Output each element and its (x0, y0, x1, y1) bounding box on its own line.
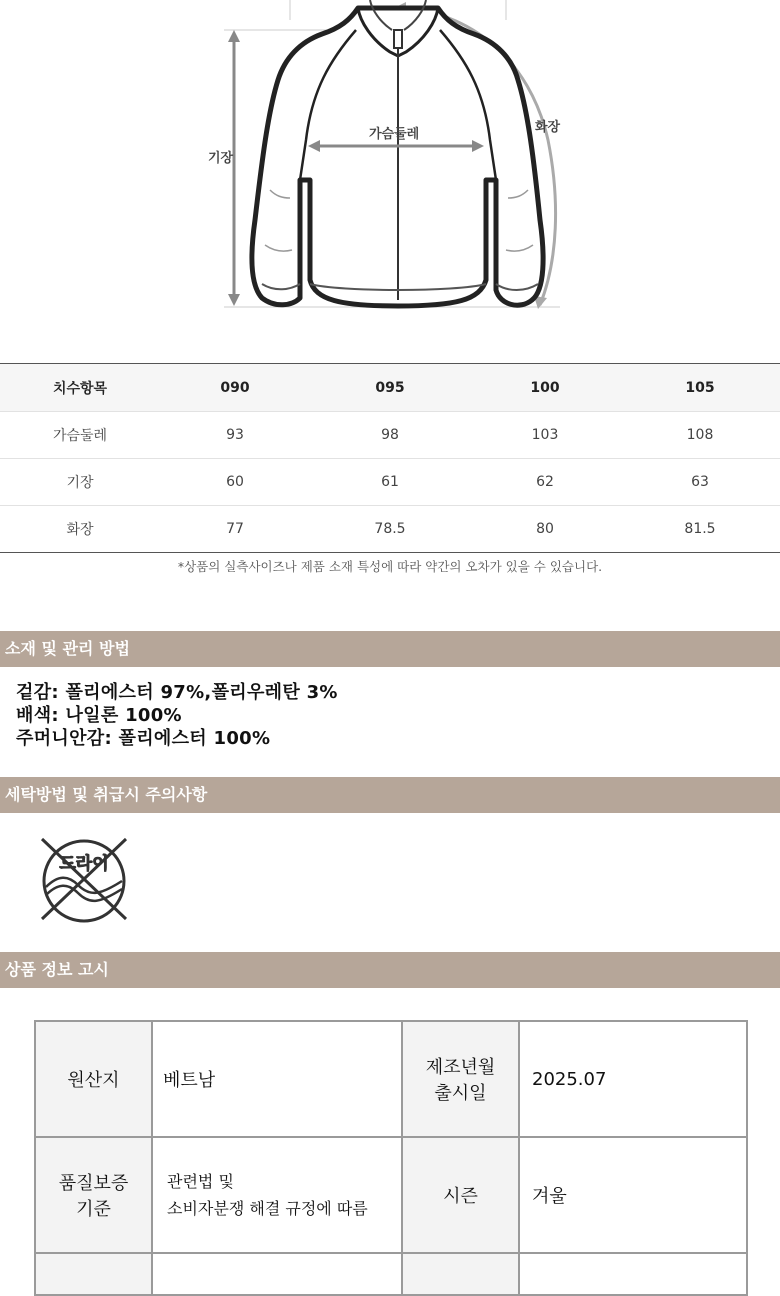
quality-value (152, 1137, 402, 1253)
date-label-line2: 출시일 (434, 1083, 487, 1104)
table-row (35, 1253, 747, 1295)
table-cell: 93 (160, 412, 310, 459)
section-header-info: 상품 정보 고시 (0, 952, 780, 988)
empty-cell (519, 1253, 747, 1295)
quality-value-line2: 소비자분쟁 해결 규정에 따름 (167, 1199, 368, 1218)
table-cell: 60 (160, 459, 310, 506)
row-label: 가슴둘레 (0, 412, 160, 459)
date-value: 2025.07 (519, 1021, 747, 1137)
sleeve-label: 화장 (535, 120, 561, 135)
size-table-header (0, 364, 780, 412)
date-label-line1: 제조년월 (425, 1057, 496, 1078)
header-size-105: 105 (620, 364, 780, 412)
table-row (35, 1021, 747, 1137)
material-pocket: 주머니안감: 폴리에스터 100% (16, 728, 271, 749)
table-cell: 98 (310, 412, 470, 459)
section-header-washing: 세탁방법 및 취급시 주의사항 (0, 777, 780, 813)
material-outer: 겉감: 폴리에스터 97%,폴리우레탄 3% (16, 682, 338, 703)
material-trim: 배색: 나일론 100% (16, 705, 182, 726)
empty-cell (152, 1253, 402, 1295)
date-label (402, 1021, 519, 1137)
header-size-090: 090 (160, 364, 310, 412)
material-list (16, 681, 338, 750)
table-cell: 77 (226, 521, 244, 537)
row-label: 기장 (0, 459, 160, 506)
table-row (0, 506, 780, 553)
table-cell: 61 (310, 459, 470, 506)
dry-label: 드라이 (59, 854, 109, 874)
season-label: 시즌 (402, 1137, 519, 1253)
chest-label: 가슴둘레 (369, 127, 420, 142)
table-cell: 81.5 (684, 521, 716, 537)
header-item: 치수항목 (0, 364, 160, 412)
table-cell: 108 (620, 412, 780, 459)
quality-value-line1: 관련법 및 (167, 1172, 234, 1191)
table-cell: 103 (470, 412, 620, 459)
table-cell: 62 (470, 459, 620, 506)
header-size-095: 095 (310, 364, 470, 412)
jacket-illustration (0, 0, 780, 330)
quality-label (35, 1137, 152, 1253)
quality-label-line2: 기준 (76, 1199, 111, 1220)
size-disclaimer: *상품의 실측사이즈나 제품 소재 특성에 따라 약간의 오차가 있을 수 있습니다. (177, 559, 603, 574)
row-label: 화장 (66, 522, 94, 538)
table-cell: 63 (620, 459, 780, 506)
season-value: 겨울 (519, 1137, 747, 1253)
origin-label: 원산지 (35, 1021, 152, 1137)
product-info-table (34, 1020, 748, 1296)
table-cell: 78.5 (374, 521, 406, 537)
quality-label-line1: 품질보증 (58, 1173, 129, 1194)
table-cell: 80 (536, 521, 554, 537)
table-row (0, 412, 780, 459)
no-dry-clean-icon (38, 835, 130, 923)
table-row (0, 459, 780, 506)
table-row (35, 1137, 747, 1253)
empty-cell (402, 1253, 519, 1295)
size-table (0, 363, 780, 553)
length-label: 기장 (208, 151, 234, 166)
empty-cell (35, 1253, 152, 1295)
header-size-100: 100 (470, 364, 620, 412)
section-header-material: 소재 및 관리 방법 (0, 631, 780, 667)
origin-value: 베트남 (152, 1021, 402, 1137)
jacket-size-diagram (0, 0, 780, 330)
